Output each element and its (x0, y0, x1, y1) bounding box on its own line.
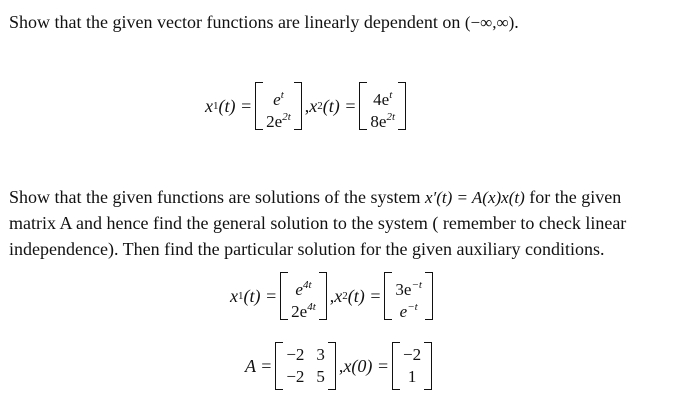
p3-separator: , (338, 355, 344, 376)
A-cell-21: −2 (286, 367, 305, 386)
p1-x1-bottom: $2e^{2t}$ (266, 111, 291, 131)
p2-x2-args: (t) = (347, 285, 382, 306)
p1-x2-top: $4e^t$ (373, 89, 393, 109)
p1-x1-subscript: 1 (213, 100, 219, 112)
A-label: A = (245, 355, 273, 376)
system-equation: x′(t) = A(x)x(t) (424, 188, 525, 207)
problem2-line3: independence). Then find the particular solution for the given auxiliary conditions. (9, 239, 605, 259)
problem2-vector-equation (230, 272, 436, 320)
problem1-interval: (−∞,∞) (464, 13, 515, 32)
p2-separator: , (329, 285, 335, 306)
p2-x1-top: $e^{4t}$ (295, 279, 312, 299)
p2-x1-bottom: $2e^{4t}$ (291, 301, 316, 321)
A-matrix (275, 342, 336, 390)
p1-x2-bottom: $8e^{2t}$ (370, 111, 395, 131)
problem2-line2: matrix A and hence find the general solution to the system ( remember to check linear (9, 213, 627, 233)
p2-x1-label: x (230, 285, 238, 306)
p2-x2-subscript: 2 (342, 290, 348, 302)
p2-x1-subscript: 1 (238, 290, 244, 302)
x0-label: x(0) = (343, 355, 390, 376)
problem1-statement (9, 10, 519, 35)
A-cell-11: −2 (286, 345, 305, 364)
p1-x2-args: (t) = (322, 95, 357, 116)
p1-x1-vector (255, 82, 302, 130)
p2-x2-top: $3e^{-t}$ (395, 279, 422, 299)
matrix-and-initial-condition (245, 342, 435, 390)
p2-x1-args: (t) = (243, 285, 278, 306)
x0-cell-1: −2 (403, 345, 422, 364)
x0-cell-2: 1 (407, 367, 417, 386)
p2-x2-vector (384, 272, 433, 320)
p1-x2-subscript: 2 (317, 100, 323, 112)
p1-x1-top: $e^t$ (273, 89, 284, 109)
p1-x1-label: x (205, 95, 213, 116)
p1-x1-args: (t) = (218, 95, 253, 116)
problem1-vector-equation (205, 82, 409, 130)
problem1-period: . (514, 12, 519, 32)
p2-x2-bottom: $e^{-t}$ (399, 301, 418, 321)
A-cell-22: 5 (316, 367, 325, 386)
p1-x2-label: x (309, 95, 318, 116)
A-cell-12: 3 (316, 345, 325, 364)
p2-x1-vector (280, 272, 327, 320)
problem2-line1: Show that the given functions are solutions of the system x′(t) = A(x)x(t) for the given (9, 187, 622, 207)
p1-x2-vector (359, 82, 406, 130)
problem1-text: Show that the given vector functions are linearly dependent on (9, 12, 461, 32)
x0-vector (392, 342, 432, 390)
p1-separator: , (304, 95, 310, 116)
p2-x2-label: x (334, 285, 343, 306)
